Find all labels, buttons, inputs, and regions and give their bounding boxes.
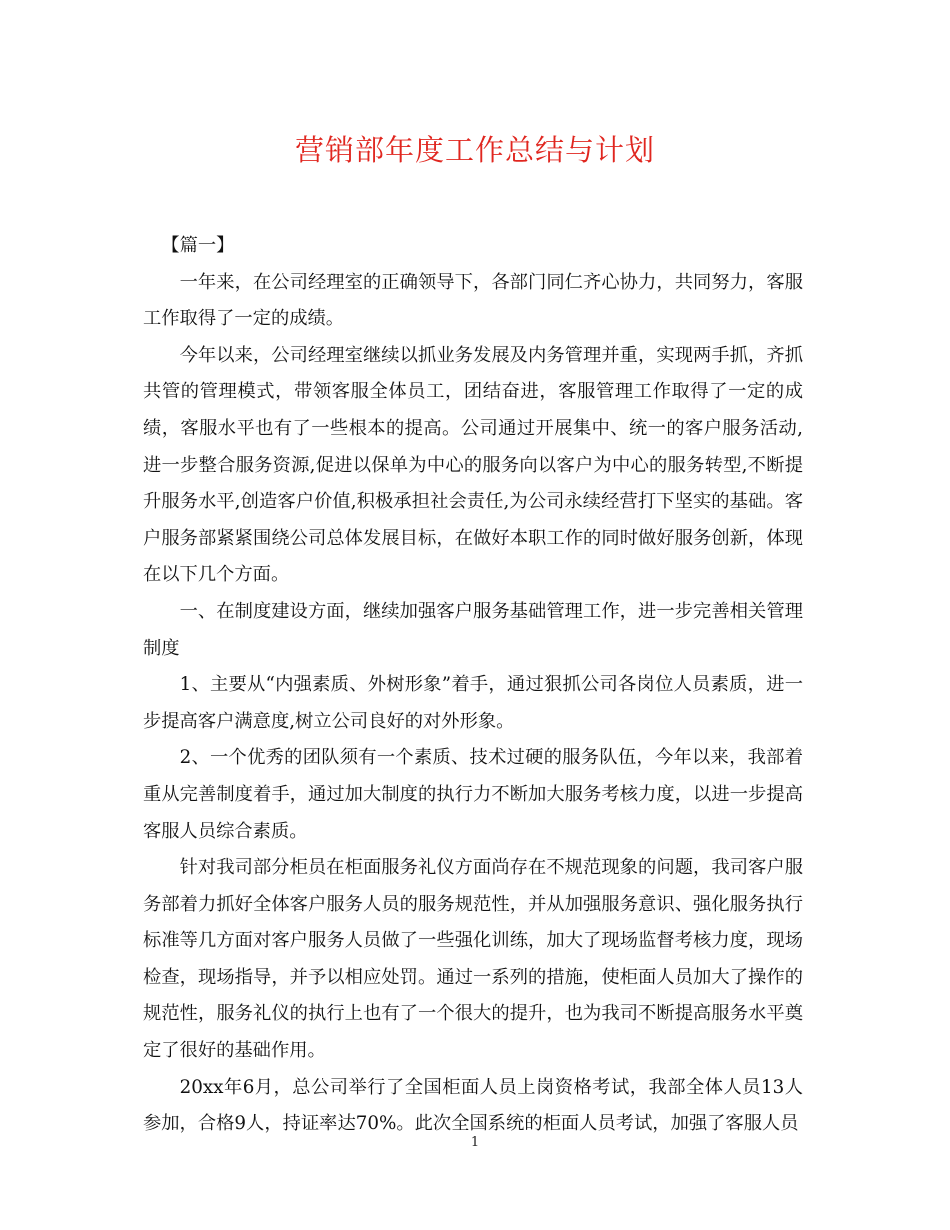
paragraph: 2、一个优秀的团队须有一个素质、技术过硬的服务队伍，今年以来，我部着重从完善制度着手，通过加大制度的执行力不断加大服务考核力度，以进一步提高客服人员综合素质。 [143,747,803,842]
paragraph: 一年来，在公司经理室的正确领导下，各部门同仁齐心协力，共同努力，客服工作取得了一定的成绩。 [143,271,803,330]
paragraph: 20xx年6月，总公司举行了全国柜面人员上岗资格考试，我部全体人员13人参加，合格9人，持证率达70%。此次全国系统的柜面人员考试，加强了客服人员 [143,1076,803,1135]
paragraph: 1、主要从“内强素质、外树形象”着手，通过狠抓公司各岗位人员素质，进一步提高客户满意度,树立公司良好的对外形象。 [143,674,803,732]
document-title: 营销部年度工作总结与计划 [294,133,655,167]
paragraph: 今年以来，公司经理室继续以抓业务发展及内务管理并重，实现两手抓，齐抓共管的管理模式，带领客服全体员工，团结奋进，客服管理工作取得了一定的成绩，客服水平也有了一些根本的提高。公司通过开展集中、统一的客户服务活动,进一步整合服务资源,促进以保单为中心的服务向以客户为中心的服务转型,不断提升服务水平,创造客户价值,积极承担社会责任,为公司永续经营打下坚实的基础。客户服务部紧紧围绕公司总体发展目标，在做好本职工作的同时做好服务创新，体现在以下几个方面。 [143,344,803,586]
document-body [143,228,803,1143]
paragraph: 一、在制度建设方面，继续加强客户服务基础管理工作，进一步完善相关管理制度 [143,600,803,659]
page-number: 1 [470,1135,480,1150]
section-label: 【篇一】 [161,235,235,256]
paragraph: 针对我司部分柜员在柜面服务礼仪方面尚存在不规范现象的问题，我司客户服务部着力抓好全体客户服务人员的服务规范性，并从加强服务意识、强化服务执行标准等几方面对客户服务人员做了一些强化训练，加大了现场监督考核力度，现场检查，现场指导，并予以相应处罚。通过一系列的措施，使柜面人员加大了操作的规范性，服务礼仪的执行上也有了一个很大的提升，也为我司不断提高服务水平奠定了很好的基础作用。 [143,857,803,1062]
